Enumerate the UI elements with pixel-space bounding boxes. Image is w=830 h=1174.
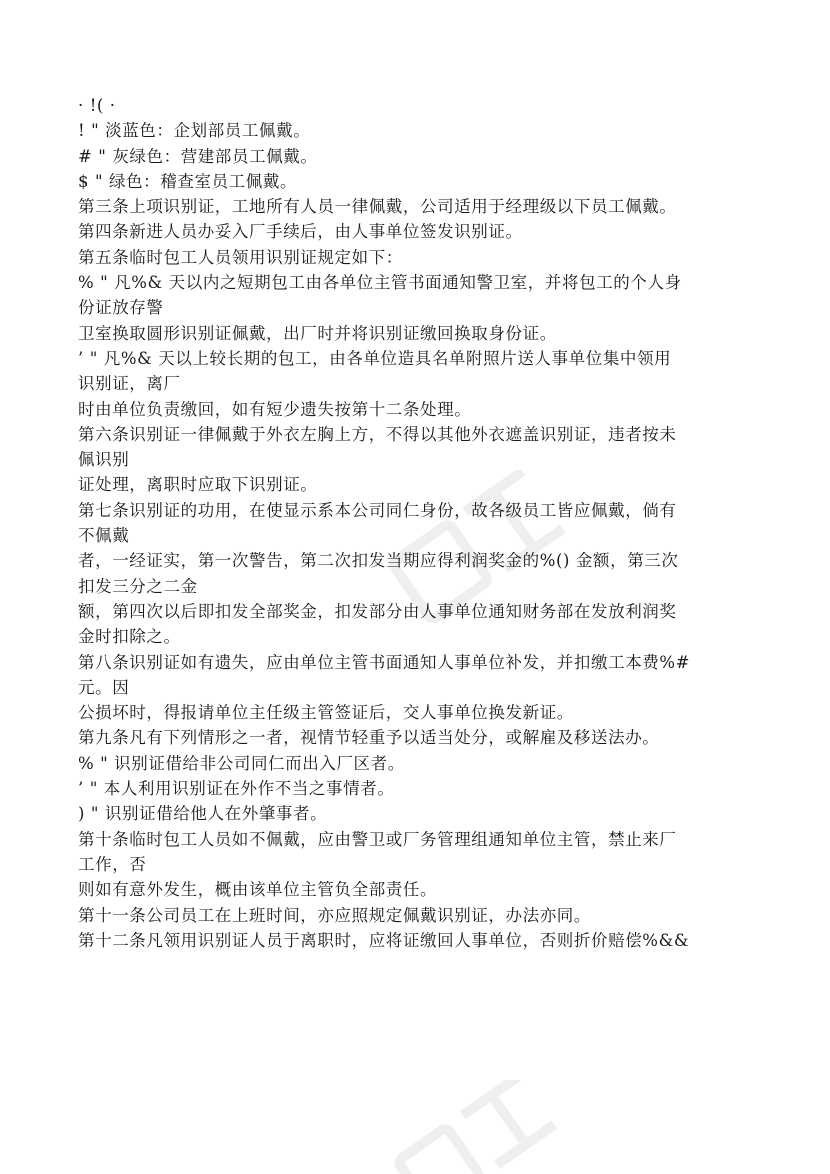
text-line: 第六条识别证一律佩戴于外衣左胸上方，不得以其他外衣遮盖识别证，违者按未 [78,424,677,444]
text-line: 份证放存警 [78,298,164,318]
text-line: 第十二条凡领用识别证人员于离职时，应将证缴回人事单位，否则折价赔偿%&& [78,930,690,950]
text-line: 不佩戴 [78,526,130,546]
text-line: 证处理，离职时应取下识别证。 [78,475,318,495]
text-line: ’ " 凡%& 天以上较长期的包工，由各单位造具名单附照片送人事单位集中领用 [78,348,672,368]
text-line: 金时扣除之。 [78,627,181,647]
text-line: 佩识别 [78,450,130,470]
text-line: 卫室换取圆形识别证佩戴，出厂时并将识别证缴回换取身份证。 [78,323,557,343]
text-line: % " 识别证借给非公司同仁而出入厂区者。 [78,753,405,773]
text-line: 时由单位负责缴回，如有短少遗失按第十二条处理。 [78,399,472,419]
text-line: $ " 绿色：稽查室员工佩戴。 [78,171,298,191]
text-line: 第三条上项识别证，工地所有人员一律佩戴，公司适用于经理级以下员工佩戴。 [78,197,677,217]
watermark-icon [380,1080,580,1174]
text-line: · !( · [78,96,116,115]
text-line: # " 灰绿色：营建部员工佩戴。 [78,146,318,166]
text-line: 公损坏时，得报请单位主任级主管签证后，交人事单位换发新证。 [78,703,574,723]
text-line: ! " 淡蓝色：企划部员工佩戴。 [78,121,311,141]
text-line: ) " 识别证借给他人在外肇事者。 [78,804,328,824]
text-line: 识别证，离厂 [78,374,181,394]
text-line: 工作，否 [78,854,147,874]
text-line: 第十条临时包工人员如不佩戴，应由警卫或厂务管理组通知单位主管，禁止来厂 [78,829,677,849]
text-line: 者，一经证实，第一次警告，第二次扣发当期应得利润奖金的%() 金额，第三次 [78,551,679,571]
text-line: 第八条识别证如有遗失，应由单位主管书面通知人事单位补发，并扣缴工本费%# [78,652,691,672]
text-line: ’ " 本人利用识别证在外作不当之事情者。 [78,779,395,799]
text-line: 元。因 [78,677,130,697]
document-body [78,93,778,953]
text-line: 额，第四次以后即扣发全部奖金，扣发部分由人事单位通知财务部在发放利润奖 [78,601,677,621]
text-line: 第四条新进人员办妥入厂手续后，由人事单位签发识别证。 [78,222,523,242]
text-line: % " 凡%& 天以内之短期包工由各单位主管书面通知警卫室，并将包工的个人身 [78,273,682,293]
text-line: 第十一条公司员工在上班时间，亦应照规定佩戴识别证，办法亦同。 [78,905,591,925]
text-line: 则如有意外发生，概由该单位主管负全部责任。 [78,880,438,900]
text-line: 第九条凡有下列情形之一者，视情节轻重予以适当处分，或解雇及移送法办。 [78,728,660,748]
text-line: 第七条识别证的功用，在使显示系本公司同仁身份，故各级员工皆应佩戴，倘有 [78,500,677,520]
text-line: 第五条临时包工人员领用识别证规定如下： [78,247,403,267]
text-line: 扣发三分之二金 [78,576,198,596]
